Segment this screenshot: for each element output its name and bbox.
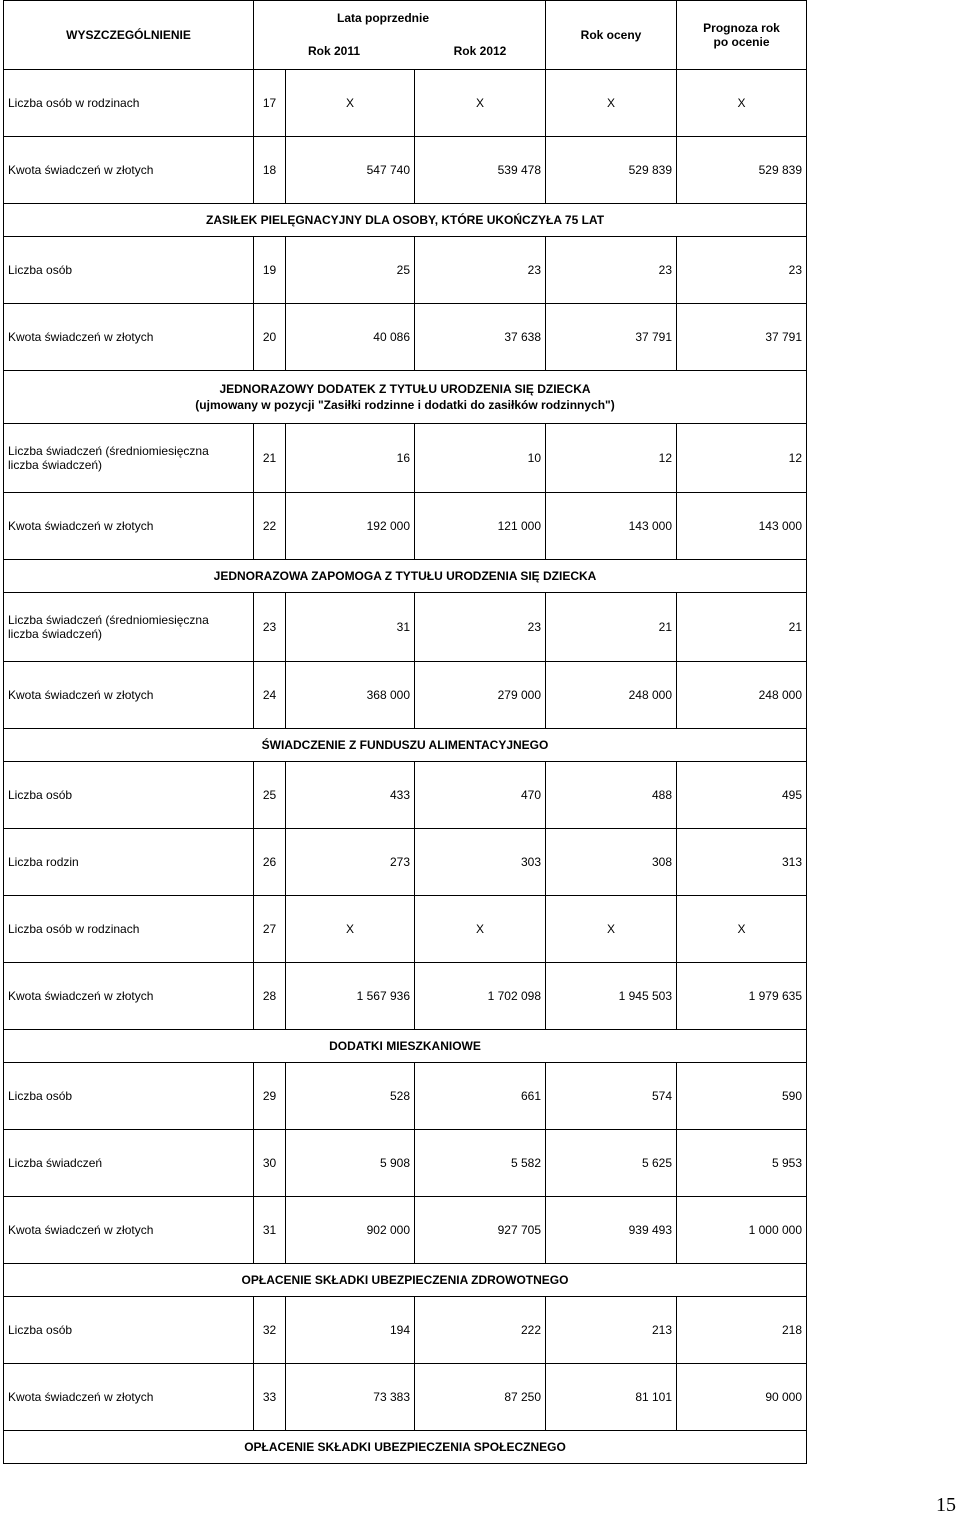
section-title-text: OPŁACENIE SKŁADKI UBEZPIECZENIA ZDROWOTNEGO [241, 1273, 569, 1287]
header-year-2012: Rok 2012 [453, 44, 507, 58]
row-label-text: Kwota świadczeń w złotych [8, 688, 154, 702]
value-cell-v2011: 73 383 [286, 1364, 415, 1431]
value-cell-vrating: 574 [546, 1063, 677, 1130]
header-rating-year: Rok oceny [546, 1, 677, 70]
table-row [4, 593, 807, 662]
table-row [4, 1130, 807, 1197]
row-label-text-line2: liczba świadczeń) [8, 458, 103, 472]
row-number: 27 [254, 896, 286, 963]
row-number: 24 [254, 662, 286, 729]
row-number: 30 [254, 1130, 286, 1197]
value-cell-v2011: 5 908 [286, 1130, 415, 1197]
table-row [4, 304, 807, 371]
value-cell-vforecast: 529 839 [677, 137, 807, 204]
value-cell-v2012: 1 702 098 [415, 963, 546, 1030]
row-label [4, 237, 254, 304]
row-label-text: Liczba świadczeń (średniomiesięczna [8, 613, 209, 627]
value-cell-vrating: 308 [546, 829, 677, 896]
row-label-text: Kwota świadczeń w złotych [8, 1390, 154, 1404]
value-cell-v2011: 192 000 [286, 493, 415, 560]
value-cell-vforecast: 37 791 [677, 304, 807, 371]
value-cell-vforecast: 248 000 [677, 662, 807, 729]
row-label-text: Liczba osób w rodzinach [8, 922, 140, 936]
value-cell-vforecast: 21 [677, 593, 807, 662]
row-label-text: Kwota świadczeń w złotych [8, 1223, 154, 1237]
table-row [4, 1364, 807, 1431]
value-cell-v2012: 539 478 [415, 137, 546, 204]
section-header-row [4, 1264, 807, 1297]
table-row [4, 896, 807, 963]
row-label-text: Liczba świadczeń [8, 1156, 103, 1170]
value-cell-vrating: 143 000 [546, 493, 677, 560]
value-cell-v2012: 279 000 [415, 662, 546, 729]
row-label-text: Liczba rodzin [8, 855, 79, 869]
row-label-text: Kwota świadczeń w złotych [8, 330, 154, 344]
value-cell-vrating: 5 625 [546, 1130, 677, 1197]
section-title [4, 560, 807, 593]
table-row [4, 237, 807, 304]
table-row [4, 662, 807, 729]
value-cell-vrating: 21 [546, 593, 677, 662]
value-cell-vforecast: 1 000 000 [677, 1197, 807, 1264]
row-label-text: Liczba osób [8, 1089, 73, 1103]
row-label [4, 1130, 254, 1197]
value-cell-v2011: 31 [286, 593, 415, 662]
data-table [3, 0, 807, 1464]
value-cell-v2012: 661 [415, 1063, 546, 1130]
section-header-row [4, 371, 807, 424]
table-row [4, 1297, 807, 1364]
table-row [4, 424, 807, 493]
row-number: 23 [254, 593, 286, 662]
value-cell-vforecast: 313 [677, 829, 807, 896]
table-row [4, 829, 807, 896]
row-label [4, 1364, 254, 1431]
row-number: 26 [254, 829, 286, 896]
table-row [4, 762, 807, 829]
section-header-row [4, 1431, 807, 1464]
section-title-text: ŚWIADCZENIE Z FUNDUSZU ALIMENTACYJNEGO [261, 738, 549, 752]
section-header-row [4, 729, 807, 762]
section-title-text: ZASIŁEK PIELĘGNACYJNY DLA OSOBY, KTÓRE UKOŃCZYŁA 75 LAT [205, 213, 605, 227]
row-label [4, 1297, 254, 1364]
value-cell-v2011: 547 740 [286, 137, 415, 204]
value-cell-vforecast: 495 [677, 762, 807, 829]
section-header-row [4, 204, 807, 237]
row-number: 29 [254, 1063, 286, 1130]
section-title-text: OPŁACENIE SKŁADKI UBEZPIECZENIA SPOŁECZNEGO [244, 1440, 566, 1454]
row-label-text: Liczba osób [8, 263, 73, 277]
value-cell-v2011: 902 000 [286, 1197, 415, 1264]
section-title-text: JEDNORAZOWY DODATEK Z TYTUŁU URODZENIA SIĘ DZIECKA [219, 382, 591, 396]
header-forecast-line2: po ocenie [713, 35, 770, 49]
row-label [4, 304, 254, 371]
value-cell-v2012: 927 705 [415, 1197, 546, 1264]
value-cell-vrating: 1 945 503 [546, 963, 677, 1030]
row-label [4, 896, 254, 963]
value-cell-vrating: 248 000 [546, 662, 677, 729]
value-cell-vrating: 81 101 [546, 1364, 677, 1431]
header-prev-years-label: Lata poprzednie [336, 11, 429, 25]
row-number: 28 [254, 963, 286, 1030]
header-year-2011: Rok 2011 [307, 44, 361, 58]
value-cell-vrating: 37 791 [546, 304, 677, 371]
row-number: 33 [254, 1364, 286, 1431]
value-cell-vrating: 23 [546, 237, 677, 304]
table-row [4, 70, 807, 137]
value-cell-vforecast: X [677, 70, 807, 137]
row-number: 19 [254, 237, 286, 304]
value-cell-vforecast: 143 000 [677, 493, 807, 560]
table-row [4, 1197, 807, 1264]
value-cell-vrating: 939 493 [546, 1197, 677, 1264]
section-title-text: DODATKI MIESZKANIOWE [329, 1039, 481, 1053]
value-cell-vforecast: 5 953 [677, 1130, 807, 1197]
value-cell-vforecast: 1 979 635 [677, 963, 807, 1030]
row-label [4, 1063, 254, 1130]
row-label [4, 137, 254, 204]
row-label [4, 662, 254, 729]
header-forecast [677, 1, 807, 70]
header-row [4, 1, 807, 70]
value-cell-v2011: X [286, 896, 415, 963]
value-cell-v2011: 25 [286, 237, 415, 304]
row-number: 22 [254, 493, 286, 560]
section-title [4, 1264, 807, 1297]
value-cell-v2011: 194 [286, 1297, 415, 1364]
value-cell-v2011: 368 000 [286, 662, 415, 729]
value-cell-vforecast: 23 [677, 237, 807, 304]
value-cell-v2012: 37 638 [415, 304, 546, 371]
value-cell-v2011: 273 [286, 829, 415, 896]
section-title [4, 1431, 807, 1464]
section-title [4, 204, 807, 237]
row-label-text: Liczba osób w rodzinach [8, 96, 140, 110]
row-number: 32 [254, 1297, 286, 1364]
section-header-row [4, 1030, 807, 1063]
row-number: 17 [254, 70, 286, 137]
row-label-text: Liczba świadczeń (średniomiesięczna [8, 444, 209, 458]
value-cell-vrating: 213 [546, 1297, 677, 1364]
value-cell-vforecast: 218 [677, 1297, 807, 1364]
value-cell-v2012: 87 250 [415, 1364, 546, 1431]
value-cell-vrating: 529 839 [546, 137, 677, 204]
row-label-text: Liczba osób [8, 788, 73, 802]
header-description: WYSZCZEGÓLNIENIE [4, 1, 254, 70]
row-label [4, 424, 254, 493]
row-label-text: Kwota świadczeń w złotych [8, 989, 154, 1003]
value-cell-v2012: 121 000 [415, 493, 546, 560]
value-cell-v2011: 1 567 936 [286, 963, 415, 1030]
value-cell-v2012: 5 582 [415, 1130, 546, 1197]
row-number: 18 [254, 137, 286, 204]
value-cell-vrating: X [546, 70, 677, 137]
header-previous-years [254, 1, 546, 70]
section-title-text: JEDNORAZOWA ZAPOMOGA Z TYTUŁU URODZENIA SIĘ DZIECKA [213, 569, 597, 583]
row-label-text: Kwota świadczeń w złotych [8, 163, 154, 177]
section-title [4, 371, 807, 424]
row-number: 25 [254, 762, 286, 829]
section-title [4, 1030, 807, 1063]
value-cell-v2011: 433 [286, 762, 415, 829]
value-cell-v2011: 528 [286, 1063, 415, 1130]
header-forecast-line1: Prognoza rok [703, 21, 780, 35]
value-cell-vforecast: 12 [677, 424, 807, 493]
table-row [4, 963, 807, 1030]
page-number: 15 [936, 1494, 956, 1516]
row-number: 20 [254, 304, 286, 371]
row-label-text-line2: liczba świadczeń) [8, 627, 103, 641]
row-number: 31 [254, 1197, 286, 1264]
value-cell-vrating: 12 [546, 424, 677, 493]
section-title [4, 729, 807, 762]
section-subtitle-text: (ujmowany w pozycji "Zasiłki rodzinne i dodatki do zasiłków rodzinnych") [195, 398, 615, 412]
row-label [4, 493, 254, 560]
row-label [4, 829, 254, 896]
value-cell-v2011: X [286, 70, 415, 137]
table-row [4, 1063, 807, 1130]
row-label [4, 762, 254, 829]
row-label [4, 1197, 254, 1264]
value-cell-v2011: 40 086 [286, 304, 415, 371]
value-cell-vrating: X [546, 896, 677, 963]
row-label [4, 963, 254, 1030]
value-cell-v2012: 303 [415, 829, 546, 896]
value-cell-vforecast: X [677, 896, 807, 963]
value-cell-vforecast: 90 000 [677, 1364, 807, 1431]
value-cell-vrating: 488 [546, 762, 677, 829]
row-label-text: Kwota świadczeń w złotych [8, 519, 154, 533]
row-number: 21 [254, 424, 286, 493]
row-label-text: Liczba osób [8, 1323, 73, 1337]
value-cell-v2012: 23 [415, 593, 546, 662]
value-cell-v2012: 10 [415, 424, 546, 493]
row-label [4, 70, 254, 137]
section-header-row [4, 560, 807, 593]
table-row [4, 137, 807, 204]
value-cell-v2012: 222 [415, 1297, 546, 1364]
value-cell-v2012: 23 [415, 237, 546, 304]
value-cell-vforecast: 590 [677, 1063, 807, 1130]
value-cell-v2012: X [415, 70, 546, 137]
value-cell-v2011: 16 [286, 424, 415, 493]
value-cell-v2012: 470 [415, 762, 546, 829]
value-cell-v2012: X [415, 896, 546, 963]
table-row [4, 493, 807, 560]
row-label [4, 593, 254, 662]
